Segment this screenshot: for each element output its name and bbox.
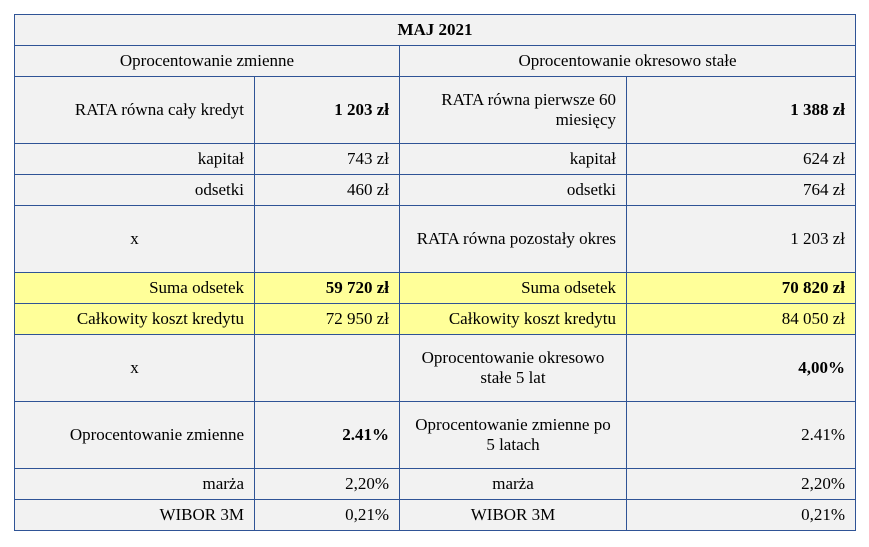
mortgage-comparison-table: [14, 14, 856, 531]
table-row: [15, 304, 856, 335]
table-row: [15, 77, 856, 144]
row-value-left: 0,21%: [255, 500, 400, 531]
row-value-right: 2,20%: [627, 469, 856, 500]
row-value-left: [255, 335, 400, 402]
row-value-right: 84 050 zł: [627, 304, 856, 335]
row-label-right: RATA równa pierwsze 60 miesięcy: [400, 77, 627, 144]
row-value-left: 743 zł: [255, 144, 400, 175]
row-value-left: 2.41%: [255, 402, 400, 469]
row-label-left: Oprocentowanie zmienne: [15, 402, 255, 469]
table-subheader-row: [15, 46, 856, 77]
row-value-left: [255, 206, 400, 273]
row-label-right: Całkowity koszt kredytu: [400, 304, 627, 335]
row-label-left: x: [15, 206, 255, 273]
row-label-right: marża: [400, 469, 627, 500]
table-row: [15, 206, 856, 273]
table-title-row: [15, 15, 856, 46]
row-value-right: 1 203 zł: [627, 206, 856, 273]
row-label-right: Suma odsetek: [400, 273, 627, 304]
row-value-right: 764 zł: [627, 175, 856, 206]
row-value-right: 1 388 zł: [627, 77, 856, 144]
row-label-right: kapitał: [400, 144, 627, 175]
row-value-left: 2,20%: [255, 469, 400, 500]
table-row: [15, 144, 856, 175]
row-label-left: x: [15, 335, 255, 402]
row-value-right: 0,21%: [627, 500, 856, 531]
row-label-right: Oprocentowanie okresowo stałe 5 lat: [400, 335, 627, 402]
row-label-left: kapitał: [15, 144, 255, 175]
table-row: [15, 273, 856, 304]
table-row: [15, 175, 856, 206]
row-label-left: marża: [15, 469, 255, 500]
row-label-left: RATA równa cały kredyt: [15, 77, 255, 144]
row-value-right: 2.41%: [627, 402, 856, 469]
row-label-left: Suma odsetek: [15, 273, 255, 304]
row-value-right: 624 zł: [627, 144, 856, 175]
row-label-left: odsetki: [15, 175, 255, 206]
table-row: [15, 469, 856, 500]
table-row: [15, 335, 856, 402]
row-value-left: 460 zł: [255, 175, 400, 206]
column-header-periodic-fixed: Oprocentowanie okresowo stałe: [400, 46, 856, 77]
row-value-left: 1 203 zł: [255, 77, 400, 144]
row-label-left: WIBOR 3M: [15, 500, 255, 531]
row-label-right: WIBOR 3M: [400, 500, 627, 531]
table-title: MAJ 2021: [15, 15, 856, 46]
row-label-right: Oprocentowanie zmienne po 5 latach: [400, 402, 627, 469]
row-value-left: 59 720 zł: [255, 273, 400, 304]
row-value-left: 72 950 zł: [255, 304, 400, 335]
row-value-right: 4,00%: [627, 335, 856, 402]
row-label-left: Całkowity koszt kredytu: [15, 304, 255, 335]
row-label-right: odsetki: [400, 175, 627, 206]
row-value-right: 70 820 zł: [627, 273, 856, 304]
table-row: [15, 402, 856, 469]
column-header-variable: Oprocentowanie zmienne: [15, 46, 400, 77]
row-label-right: RATA równa pozostały okres: [400, 206, 627, 273]
comparison-sheet: [14, 14, 855, 531]
table-row: [15, 500, 856, 531]
